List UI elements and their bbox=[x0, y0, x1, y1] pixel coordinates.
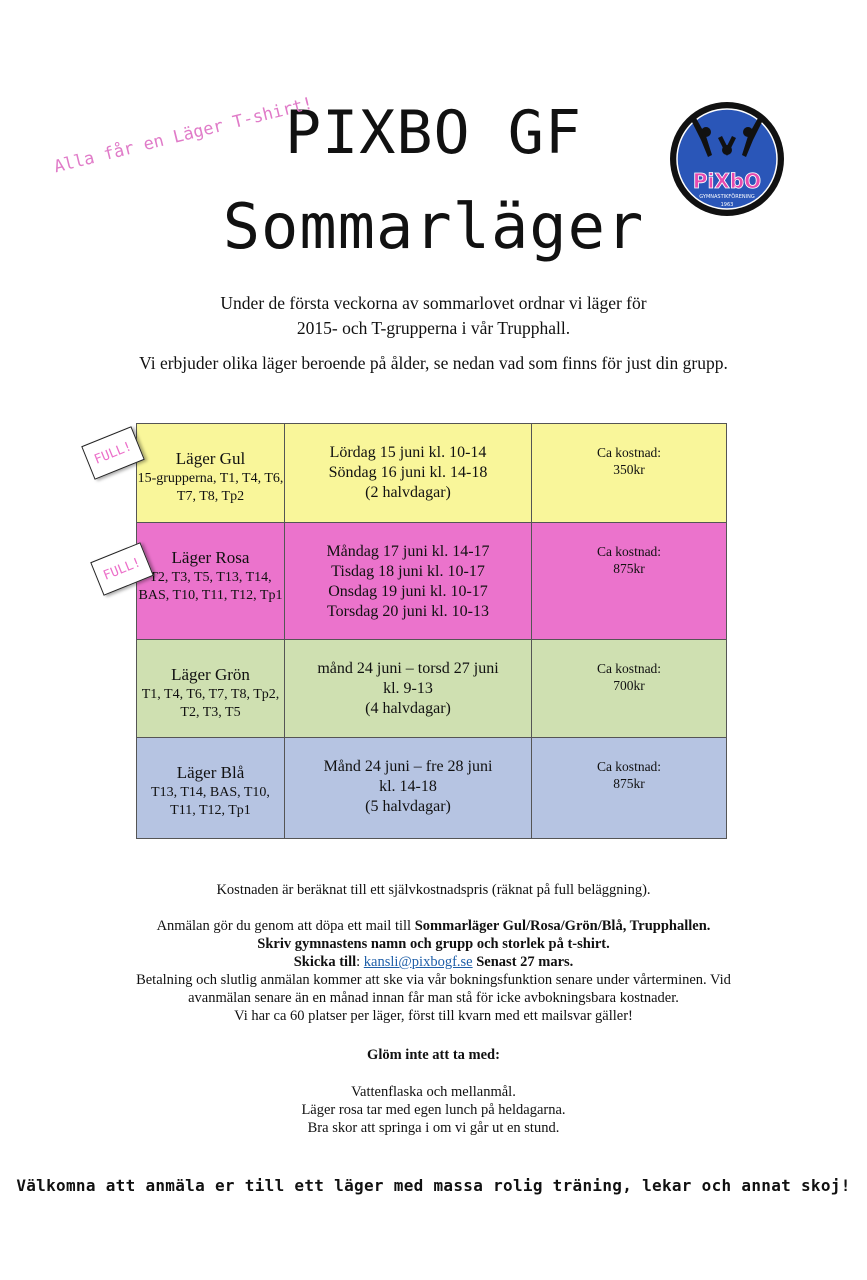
camp-name: Läger Blå bbox=[176, 763, 245, 782]
logo-text: PiXbO bbox=[692, 169, 762, 193]
camp-date-line: månd 24 juni – torsd 27 juni bbox=[317, 660, 499, 677]
title-line-1: PIXBO GF bbox=[285, 98, 582, 168]
deadline: Senast 27 mars. bbox=[476, 954, 574, 970]
camp-name-cell bbox=[137, 640, 285, 738]
cost-note: Kostnaden är beräknat till ett självkostnadspris (räknat på full beläggning). bbox=[216, 882, 651, 898]
camp-cost-cell bbox=[532, 738, 727, 839]
club-logo bbox=[668, 100, 786, 218]
camp-name-cell bbox=[137, 424, 285, 523]
cost-value: 875kr bbox=[613, 561, 645, 576]
signup-info: Anmälan gör du genom att döpa ett mail till Sommarläger Gul/Rosa/Grön/Blå, Trupphallen. Skriv gymnastens namn och grupp och storlek på t-shirt. Skicka till: kansli@pixbogf.se Senast 27 mars. Betalning och slutlig anmälan kommer att ske via vår bokningsfunktion senare under vårterminen. Vid avanmälan senare än en månad innan får man stå för icke avbokningsbara kostnader. Vi har ca 60 platser per läger, först till kvarn med ett mailsvar gäller! bbox=[136, 918, 731, 1024]
camp-cost-cell bbox=[532, 424, 727, 523]
tshirt-note: Alla får en Läger T-shirt! bbox=[52, 93, 316, 178]
camp-row-rosa bbox=[137, 523, 727, 640]
camp-date-line: Lördag 15 juni kl. 10-14 bbox=[329, 444, 487, 461]
camp-row-gron bbox=[137, 640, 727, 738]
signup-prefix: Anmälan gör du genom att döpa ett mail till bbox=[156, 918, 415, 934]
remember-item: Bra skor att springa i om vi går ut en stund. bbox=[307, 1120, 560, 1136]
intro-line-1: Under de första veckorna av sommarlovet ordnar vi läger för bbox=[220, 293, 647, 313]
camp-name-cell bbox=[137, 738, 285, 839]
camp-row-bla bbox=[137, 738, 727, 839]
payment-line-2: avanmälan senare än en månad innan får man stå för icke avbokningsbara kostnader. bbox=[188, 990, 679, 1006]
camp-date-line: Måndag 17 juni kl. 14-17 bbox=[326, 543, 490, 560]
camp-dates-cell bbox=[285, 640, 532, 738]
camp-date-line: (2 halvdagar) bbox=[365, 484, 451, 501]
full-badge: FULL! bbox=[90, 542, 154, 596]
intro-line-3: Vi erbjuder olika läger beroende på ålder, se nedan vad som finns för just din grupp. bbox=[139, 353, 728, 373]
camp-dates-cell bbox=[285, 523, 532, 640]
cost-label: Ca kostnad: bbox=[596, 661, 662, 676]
capacity-note: Vi har ca 60 platser per läger, först till kvarn med ett mailsvar gäller! bbox=[234, 1008, 633, 1024]
intro-line-2: 2015- och T-grupperna i vår Trupphall. bbox=[296, 318, 571, 338]
remember-list bbox=[0, 1083, 867, 1137]
camp-groups: T1, T4, T6, T7, T8, Tp2, T2, T3, T5 bbox=[141, 687, 280, 720]
cost-value: 700kr bbox=[613, 678, 645, 693]
camp-date-line: Onsdag 19 juni kl. 10-17 bbox=[328, 583, 488, 600]
camp-dates-cell bbox=[285, 424, 532, 523]
camp-date-line: (4 halvdagar) bbox=[365, 700, 451, 717]
camp-name-cell bbox=[137, 523, 285, 640]
camp-dates-cell bbox=[285, 738, 532, 839]
send-to-label: Skicka till bbox=[293, 954, 357, 970]
payment-line-1: Betalning och slutlig anmälan kommer att ske via vår bokningsfunktion senare under vårterminen. Vid bbox=[136, 972, 731, 988]
camp-cost-cell bbox=[532, 640, 727, 738]
camp-groups: 15-grupperna, T1, T4, T6, T7, T8, Tp2 bbox=[137, 471, 284, 504]
intro-paragraph bbox=[0, 291, 867, 341]
camp-row-gul bbox=[137, 424, 727, 523]
camp-cost-cell bbox=[532, 523, 727, 640]
camp-table bbox=[136, 423, 727, 839]
title-line-2: Sommarläger bbox=[222, 190, 645, 263]
cost-value: 875kr bbox=[613, 776, 645, 791]
signup-subject: Sommarläger Gul/Rosa/Grön/Blå, Trupphallen. bbox=[414, 918, 711, 934]
camp-name: Läger Gul bbox=[175, 449, 246, 468]
camp-date-line: kl. 14-18 bbox=[379, 778, 437, 795]
remember-heading: Glöm inte att ta med: bbox=[367, 1047, 500, 1063]
remember-item: Läger rosa tar med egen lunch på heldagarna. bbox=[301, 1102, 566, 1118]
email-link[interactable]: kansli@pixbogf.se bbox=[363, 954, 473, 970]
closing-message: Välkomna att anmäla er till ett läger med massa rolig träning, lekar och annat skoj! bbox=[16, 1176, 851, 1195]
camp-date-line: kl. 9-13 bbox=[383, 680, 433, 697]
camp-name: Läger Grön bbox=[171, 665, 250, 684]
camp-date-line: Torsdag 20 juni kl. 10-13 bbox=[327, 603, 489, 620]
camp-groups: T2, T3, T5, T13, T14, BAS, T10, T11, T12, Tp1 bbox=[138, 570, 283, 603]
camp-date-line: Tisdag 18 juni kl. 10-17 bbox=[331, 563, 485, 580]
logo-subtext: GYMNASTIKFÖRENING bbox=[699, 194, 755, 200]
signup-instruction: Skriv gymnastens namn och grupp och storlek på t-shirt. bbox=[257, 936, 610, 952]
camp-name: Läger Rosa bbox=[171, 548, 250, 567]
camp-date-line: Månd 24 juni – fre 28 juni bbox=[323, 758, 493, 775]
camp-groups: T13, T14, BAS, T10, T11, T12, Tp1 bbox=[151, 785, 270, 818]
camp-date-line: Söndag 16 juni kl. 14-18 bbox=[328, 464, 488, 481]
cost-label: Ca kostnad: bbox=[596, 759, 662, 774]
remember-item: Vattenflaska och mellanmål. bbox=[351, 1084, 516, 1100]
cost-label: Ca kostnad: bbox=[596, 544, 662, 559]
camp-date-line: (5 halvdagar) bbox=[365, 798, 451, 815]
cost-value: 350kr bbox=[613, 462, 645, 477]
full-badge: FULL! bbox=[81, 426, 145, 480]
cost-label: Ca kostnad: bbox=[596, 445, 662, 460]
logo-year: 1963 bbox=[720, 202, 734, 208]
